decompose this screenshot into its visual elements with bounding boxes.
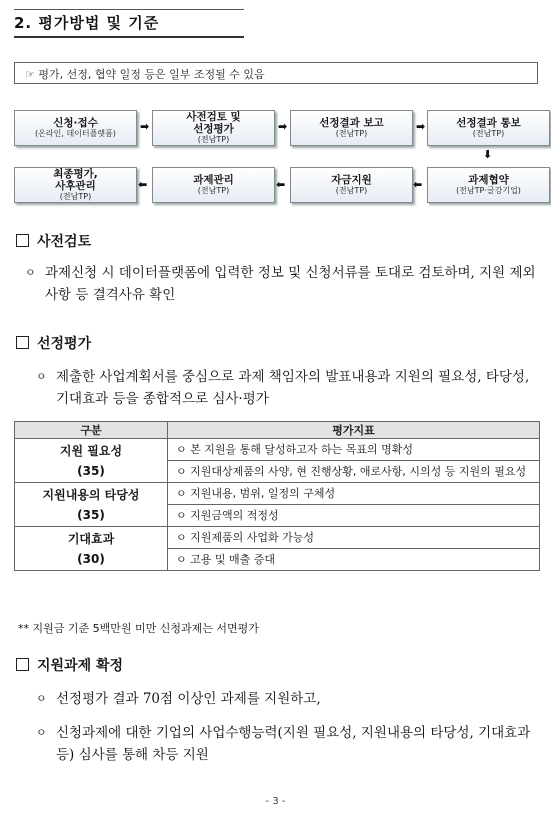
paragraph-text: 제출한 사업계획서를 중심으로 과제 책임자의 발표내용과 지원의 필요성, 타당성, 기대효과 등을 종합적으로 심사·평가 bbox=[56, 369, 530, 407]
indicator-cell: ㅇ 본 지원을 통해 달성하고자 하는 목표의 명확성 bbox=[168, 439, 540, 461]
paragraph-text: 과제신청 시 데이터플랫폼에 입력한 정보 및 신청서류를 토대로 검토하며, 지원 제외사항 등 결격사유 확인 bbox=[45, 265, 536, 303]
flow-step-title: 선정결과 통보 bbox=[456, 117, 521, 129]
criteria-cell bbox=[15, 439, 168, 483]
criteria-cell bbox=[15, 483, 168, 527]
arrow-left-icon: ⬅ bbox=[138, 178, 148, 191]
checkbox-square-icon bbox=[16, 336, 29, 349]
section-title-selection bbox=[16, 333, 91, 353]
paragraph-selection bbox=[36, 366, 540, 410]
flow-step-apply bbox=[14, 110, 137, 146]
indicator-cell: ㅇ 고용 및 매출 증대 bbox=[168, 549, 540, 571]
flow-step-manage bbox=[152, 167, 275, 203]
criteria-name: 지원 필요성 bbox=[59, 443, 123, 458]
indicator-cell: ㅇ 지원내용, 범위, 일정의 구체성 bbox=[168, 483, 540, 505]
flow-step-sub: (전남TP·글강기업) bbox=[456, 186, 521, 195]
criteria-name: 지원내용의 타당성 bbox=[42, 487, 140, 502]
section-title-text: 지원과제 확정 bbox=[37, 658, 124, 674]
flow-step-agreement bbox=[427, 167, 550, 203]
flow-step-title: 과제협약 bbox=[468, 174, 509, 186]
table-row bbox=[15, 483, 540, 505]
indicator-cell: ㅇ 지원금액의 적정성 bbox=[168, 505, 540, 527]
criteria-cell bbox=[15, 527, 168, 571]
bullet: ㅇ bbox=[25, 266, 36, 279]
paragraph-text: 선정평가 결과 70점 이상인 과제를 지원하고, bbox=[56, 691, 321, 707]
checkbox-square-icon bbox=[16, 234, 29, 247]
flow-step-final bbox=[14, 167, 137, 203]
arrow-right-icon: ➡ bbox=[278, 120, 288, 133]
table-row bbox=[15, 527, 540, 549]
flow-step-sub: (전남TP) bbox=[335, 186, 368, 195]
evaluation-table bbox=[14, 421, 540, 571]
section-heading: 2. 평가방법 및 기준 bbox=[14, 14, 160, 32]
flow-step-sub: (온라인, 데이터플랫폼) bbox=[35, 129, 116, 138]
indicator-cell: ㅇ 지원대상제품의 사양, 현 진행상황, 애로사항, 시의성 등 지원의 필요성 bbox=[168, 461, 540, 483]
arrow-right-icon: ➡ bbox=[416, 120, 426, 133]
flow-step-title: 과제관리 bbox=[193, 174, 234, 186]
flow-step-title: 자금지원 bbox=[331, 174, 372, 186]
flow-step-sub: (전남TP) bbox=[335, 129, 368, 138]
bullet: ㅇ bbox=[36, 726, 47, 739]
flow-step-title: 선정결과 보고 bbox=[319, 117, 384, 129]
paragraph-prereview bbox=[25, 262, 540, 306]
flow-step-notify bbox=[427, 110, 550, 146]
flow-step-title: 사전검토 및 선정평가 bbox=[186, 111, 241, 135]
flow-step-report bbox=[290, 110, 413, 146]
section-title-text: 사전검토 bbox=[37, 234, 92, 250]
flow-step-review bbox=[152, 110, 275, 146]
flow-step-sub: (전남TP) bbox=[472, 129, 505, 138]
table-header-row bbox=[15, 422, 540, 439]
flow-step-sub: (전남TP) bbox=[197, 186, 230, 195]
schedule-note: ☞ 평가, 선정, 협약 일정 등은 일부 조정될 수 있음 bbox=[14, 62, 538, 84]
arrow-down-icon: ⬇ bbox=[483, 148, 493, 161]
heading-bottom-rule bbox=[14, 36, 244, 38]
paragraph-confirm-1 bbox=[36, 688, 540, 710]
footnote: ** 지원금 기준 5백만원 미만 신청과제는 서면평가 bbox=[18, 622, 259, 635]
criteria-score: (35) bbox=[77, 463, 105, 478]
bullet: ㅇ bbox=[36, 370, 47, 383]
flow-step-fund bbox=[290, 167, 413, 203]
table-header: 평가지표 bbox=[168, 422, 540, 439]
criteria-score: (35) bbox=[77, 507, 105, 522]
flow-step-title: 최종평가, 사후관리 bbox=[53, 168, 98, 192]
arrow-left-icon: ⬅ bbox=[276, 178, 286, 191]
arrow-right-icon: ➡ bbox=[140, 120, 150, 133]
flow-step-title: 신청·접수 bbox=[53, 117, 98, 129]
paragraph-confirm-2 bbox=[36, 722, 540, 766]
table-header: 구분 bbox=[15, 422, 168, 439]
indicator-cell: ㅇ 지원제품의 사업화 가능성 bbox=[168, 527, 540, 549]
criteria-score: (30) bbox=[77, 551, 105, 566]
flow-step-sub: (전남TP) bbox=[197, 135, 230, 144]
section-title-text: 선정평가 bbox=[37, 336, 92, 352]
section-title-prereview bbox=[16, 231, 91, 251]
page-number: - 3 - bbox=[265, 796, 286, 807]
heading-top-rule bbox=[14, 9, 244, 10]
section-title-confirm bbox=[16, 655, 123, 675]
flow-step-sub: (전남TP) bbox=[59, 192, 92, 201]
paragraph-text: 신청과제에 대한 기업의 사업수행능력(지원 필요성, 지원내용의 타당성, 기대효과 등) 심사를 통해 차등 지원 bbox=[56, 725, 531, 763]
bullet: ㅇ bbox=[36, 692, 47, 705]
arrow-left-icon: ⬅ bbox=[413, 178, 423, 191]
table-row bbox=[15, 439, 540, 461]
criteria-name: 기대효과 bbox=[67, 531, 115, 546]
checkbox-square-icon bbox=[16, 658, 29, 671]
